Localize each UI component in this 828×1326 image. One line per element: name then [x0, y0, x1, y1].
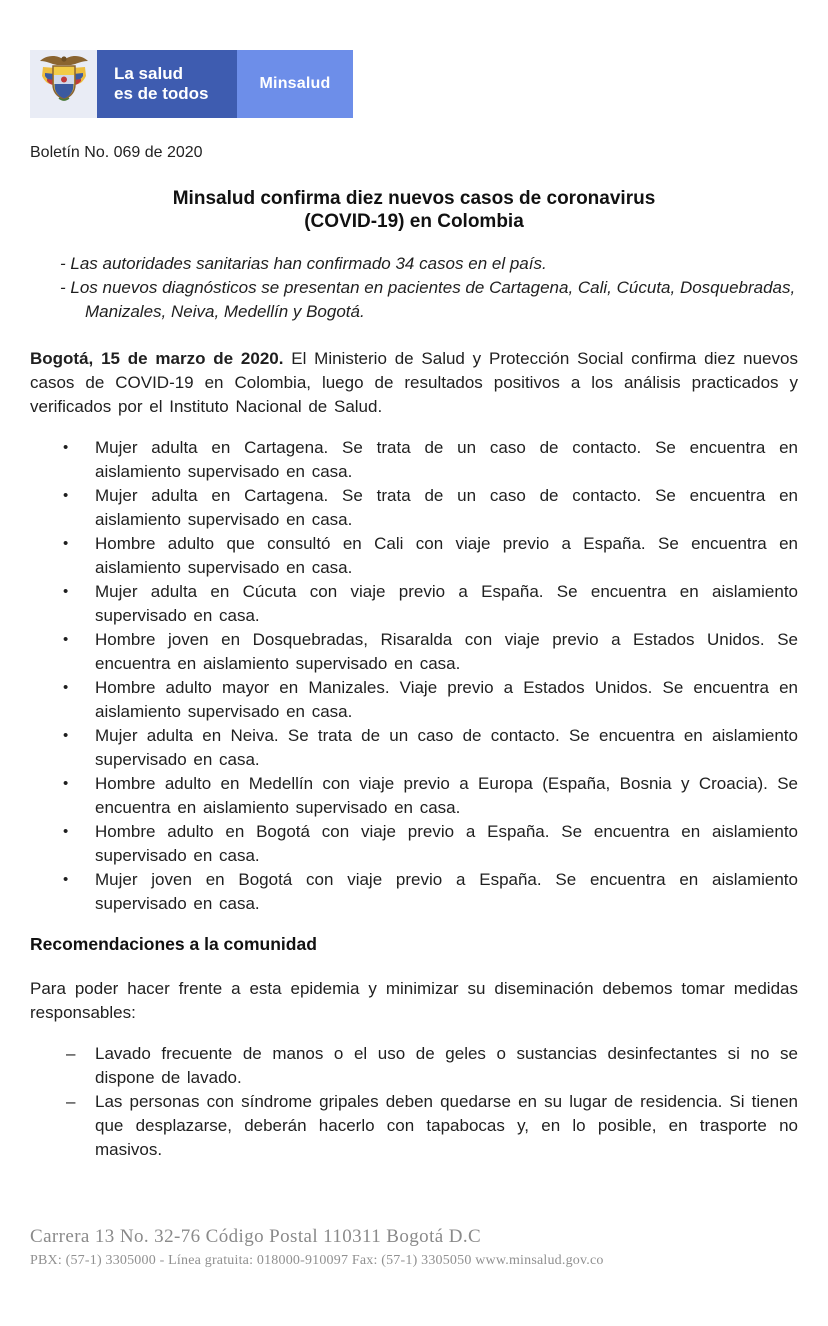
lead-text: El Ministerio de Salud y Protección Social confirma diez nuevos casos de COVID-19 en Colombia, luego de resultados positivos a los análisis practicados y verificados por el Instituto Nacional de Salud.	[30, 349, 798, 416]
case-item: • Hombre adulto que consultó en Cali con viaje previo a España. Se encuentra en aislamiento supervisado en casa.	[30, 532, 798, 580]
recommendations-heading: Recomendaciones a la comunidad	[30, 934, 317, 954]
recommendation-item: – Las personas con síndrome gripales deben quedarse en su lugar de residencia. Si tienen que desplazarse, deberán hacerlo con tapabocas y, en lo posible, en trasporte no masivos.	[30, 1090, 798, 1162]
case-list	[30, 436, 798, 916]
case-item: • Hombre joven en Dosquebradas, Risaralda con viaje previo a Estados Unidos. Se encuentra en aislamiento supervisado en casa.	[30, 628, 798, 676]
brand-tagline-line1: La salud	[114, 64, 183, 83]
page	[0, 50, 828, 1326]
case-item: • Hombre adulto mayor en Manizales. Viaje previo a Estados Unidos. Se encuentra en aislamiento supervisado en casa.	[30, 676, 798, 724]
brand-tagline	[97, 50, 237, 118]
recommendation-list	[30, 1042, 798, 1162]
case-item: • Hombre adulto en Medellín con viaje previo a Europa (España, Bosnia y Croacia). Se encuentra en aislamiento supervisado en casa.	[30, 772, 798, 820]
brand-tagline-line2: es de todos	[114, 84, 209, 103]
case-item: • Hombre adulto en Bogotá con viaje previo a España. Se encuentra en aislamiento supervisado en casa.	[30, 820, 798, 868]
case-item: • Mujer adulta en Cartagena. Se trata de un caso de contacto. Se encuentra en aislamiento supervisado en casa.	[30, 436, 798, 484]
lead-dateline: Bogotá, 15 de marzo de 2020.	[30, 349, 284, 368]
case-item: • Mujer adulta en Cartagena. Se trata de un caso de contacto. Se encuentra en aislamiento supervisado en casa.	[30, 484, 798, 532]
case-item: • Mujer adulta en Neiva. Se trata de un caso de contacto. Se encuentra en aislamiento supervisado en casa.	[30, 724, 798, 772]
minsalud-logo	[30, 50, 828, 118]
bulletin-number: Boletín No. 069 de 2020	[30, 144, 203, 161]
document-body	[30, 187, 798, 1162]
highlights	[30, 252, 798, 324]
page-footer	[30, 1226, 604, 1270]
case-item: • Mujer adulta en Cúcuta con viaje previo a España. Se encuentra en aislamiento supervisado en casa.	[30, 580, 798, 628]
footer-address: Carrera 13 No. 32-76 Código Postal 110311 Bogotá D.C	[30, 1226, 482, 1247]
case-item: • Mujer joven en Bogotá con viaje previo a España. Se encuentra en aislamiento supervisado en casa.	[30, 868, 798, 916]
highlight-item: - Las autoridades sanitarias han confirmado 34 casos en el país.	[30, 252, 798, 276]
recommendation-item: – Lavado frecuente de manos o el uso de geles o sustancias desinfectantes si no se dispone de lavado.	[30, 1042, 798, 1090]
colombia-coat-of-arms-icon	[37, 53, 91, 116]
highlight-item: - Los nuevos diagnósticos se presentan en pacientes de Cartagena, Cali, Cúcuta, Dosquebradas, Manizales, Neiva, Medellín y Bogotá.	[30, 276, 798, 324]
brand-name: Minsalud	[237, 50, 353, 118]
page-title-line1: Minsalud confirma diez nuevos casos de coronavirus	[172, 188, 656, 209]
page-title	[30, 187, 798, 233]
page-title-line2: (COVID-19) en Colombia	[304, 211, 524, 232]
footer-contact: PBX: (57-1) 3305000 - Línea gratuita: 018000-910097 Fax: (57-1) 3305050 www.minsalud.gov.co	[30, 1253, 604, 1268]
recommendations-intro: Para poder hacer frente a esta epidemia y minimizar su diseminación debemos tomar medidas responsables:	[30, 979, 798, 1022]
lead-paragraph	[30, 347, 798, 419]
crest-box	[30, 50, 97, 118]
